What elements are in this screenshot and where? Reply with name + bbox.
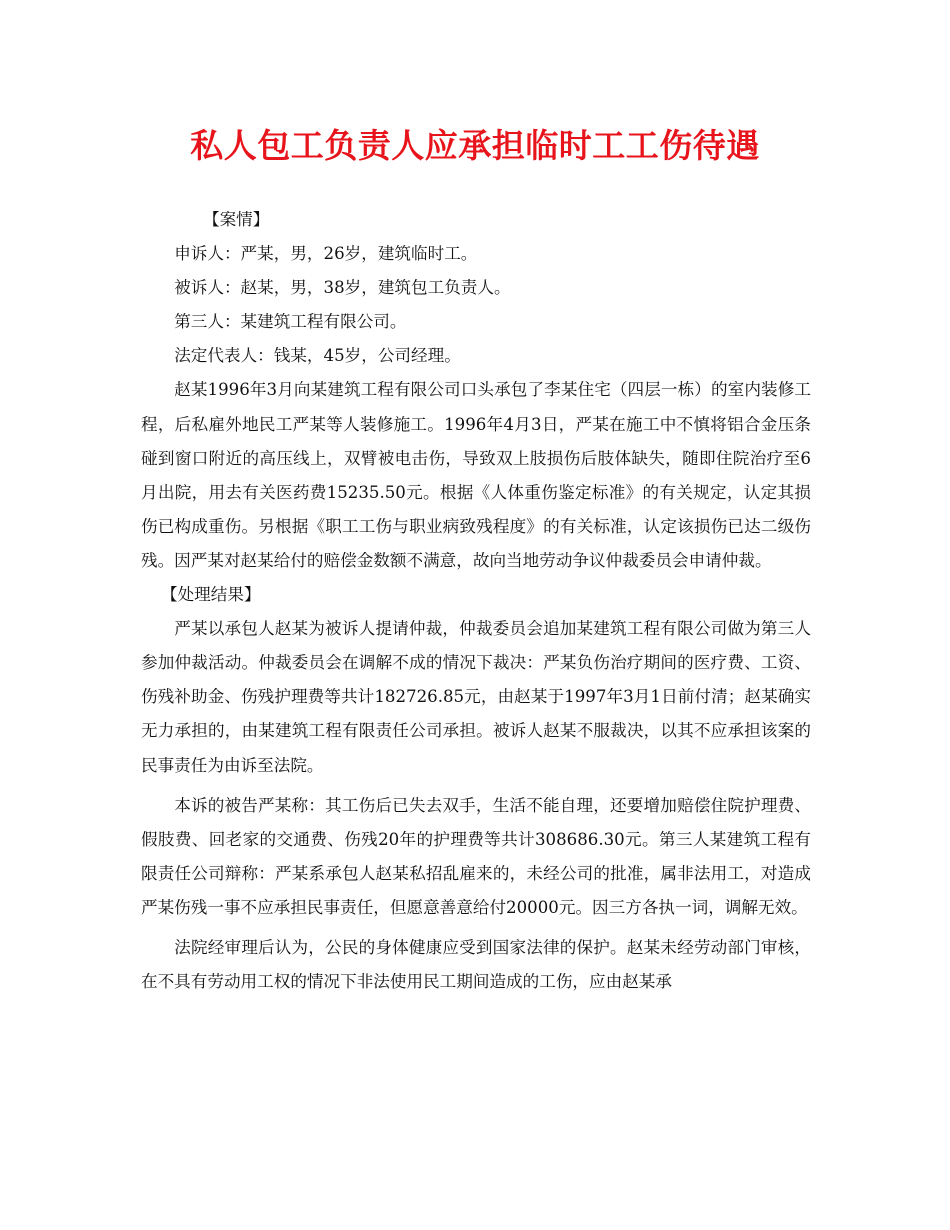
party-respondent: 被诉人：赵某，男，38岁，建筑包工负责人。 xyxy=(174,278,511,298)
document-title: 私人包工负责人应承担临时工工伤待遇 xyxy=(190,126,760,165)
document-body xyxy=(141,203,811,999)
court-opinion-paragraph: 法院经审理后认为，公民的身体健康应受到国家法律的保护。赵某未经劳动部门审核，在不具有劳动用工权的情况下非法使用民工期间造成的工伤，应由赵某承 xyxy=(141,937,811,992)
case-facts-paragraph: 赵某1996年3月向某建筑工程有限公司口头承包了李某住宅（四层一栋）的室内装修工程，后私雇外地民工严某等人装修施工。1996年4月3日，严某在施工中不慎将铝合金压条碰到窗口附近的高压线上，双臂被电击伤，导致双上肢损伤后肢体缺失，随即住院治疗至6月出院，用去有关医药费15235.50元。根据《人体重伤鉴定标准》的有关规定，认定其损伤已构成重伤。另根据《职工工伤与职业病致残程度》的有关标准，认定该损伤已达二级伤残。因严某对赵某给付的赔偿金数额不满意，故向当地劳动争议仲裁委员会申请仲裁。 xyxy=(141,380,811,570)
arbitration-paragraph: 严某以承包人赵某为被诉人提请仲裁，仲裁委员会追加某建筑工程有限公司做为第三人参加仲裁活动。仲裁委员会在调解不成的情况下裁决：严某负伤治疗期间的医疗费、工资、伤残补助金、伤残护理费等共计182726.85元，由赵某于1997年3月1日前付清；赵某确实无力承担的，由某建筑工程有限责任公司承担。被诉人赵某不服裁决，以其不应承担该案的民事责任为由诉至法院。 xyxy=(141,619,811,775)
section-heading-result: 【处理结果】 xyxy=(161,585,261,605)
party-legal-representative: 法定代表人：钱某，45岁，公司经理。 xyxy=(174,346,461,366)
party-complainant: 申诉人：严某，男，26岁，建筑临时工。 xyxy=(174,244,478,264)
defendant-claim-paragraph: 本诉的被告严某称：其工伤后已失去双手，生活不能自理，还要增加赔偿住院护理费、假肢费、回老家的交通费、伤残20年的护理费等共计308686.30元。第三人某建筑工程有限责任公司辩称：严某系承包人赵某私招乱雇来的，未经公司的批准，属非法用工，对造成严某伤残一事不应承担民事责任，但愿意善意给付20000元。因三方各执一词，调解无效。 xyxy=(141,795,811,917)
party-third: 第三人：某建筑工程有限公司。 xyxy=(174,312,407,332)
section-heading-case: 【案情】 xyxy=(203,210,270,229)
